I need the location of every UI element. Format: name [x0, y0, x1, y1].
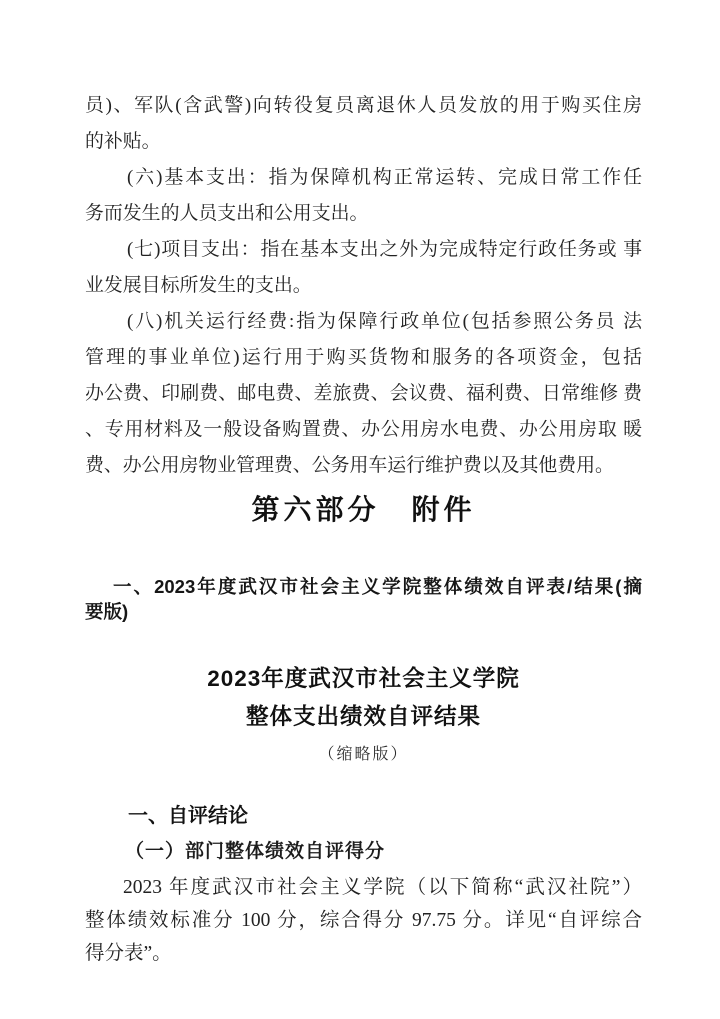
part-six-heading: 第六部分 附件: [251, 494, 476, 525]
text-line: 2023 年度武汉市社会主义学院（以下简称“武汉社院”）: [123, 877, 642, 898]
text-line: 管理的事业单位)运行用于购买货物和服务的各项资金，包括: [85, 347, 642, 368]
subsection-heading: （一）部门整体绩效自评得分: [125, 841, 386, 862]
text-line: 、专用材料及一般设备购置费、办公用房水电费、办公用房取 暖: [85, 419, 642, 440]
paragraph-self-assessment-score: [85, 871, 642, 970]
text-line: (七)项目支出：指在基本支出之外为完成特定行政任务或 事: [127, 239, 642, 260]
paragraph-project-expenditure: [85, 232, 642, 304]
report-title-line2: 整体支出绩效自评结果: [245, 704, 481, 729]
text-line: 员)、军队(含武警)向转役复员离退休人员发放的用于购买住房: [85, 95, 642, 116]
text-line: (八)机关运行经费:指为保障行政单位(包括参照公务员 法: [127, 311, 642, 332]
text-line: 办公费、印刷费、邮电费、差旅费、会议费、福利费、日常维修 费: [85, 383, 642, 404]
report-subtitle: （缩略版）: [318, 746, 409, 763]
text-line: 的补贴。: [85, 131, 161, 152]
paragraph-basic-expenditure: [85, 160, 642, 232]
paragraph-agency-operating-funds: [85, 304, 642, 484]
section-one-heading: 一、自评结论: [128, 805, 248, 827]
text-line: 业发展目标所发生的支出。: [85, 275, 312, 296]
paragraph-housing-subsidy: [85, 88, 642, 160]
text-line: 务而发生的人员支出和公用支出。: [85, 203, 369, 224]
text-line: 要版): [85, 601, 129, 622]
text-line: (六)基本支出：指为保障机构正常运转、完成日常工作任: [127, 167, 642, 188]
text-line: 一、2023年度武汉市社会主义学院整体绩效自评表/结果(摘: [113, 576, 642, 597]
report-title-line1: 2023年度武汉市社会主义学院: [207, 666, 520, 691]
report-title-block: [85, 660, 642, 774]
text-line: 整体绩效标准分 100 分，综合得分 97.75 分。详见“自评综合: [85, 910, 642, 931]
attachment-list-heading: [85, 574, 642, 624]
text-line: 得分表”。: [85, 943, 172, 964]
text-line: 费、办公用房物业管理费、公务用车运行维护费以及其他费用。: [85, 455, 614, 476]
